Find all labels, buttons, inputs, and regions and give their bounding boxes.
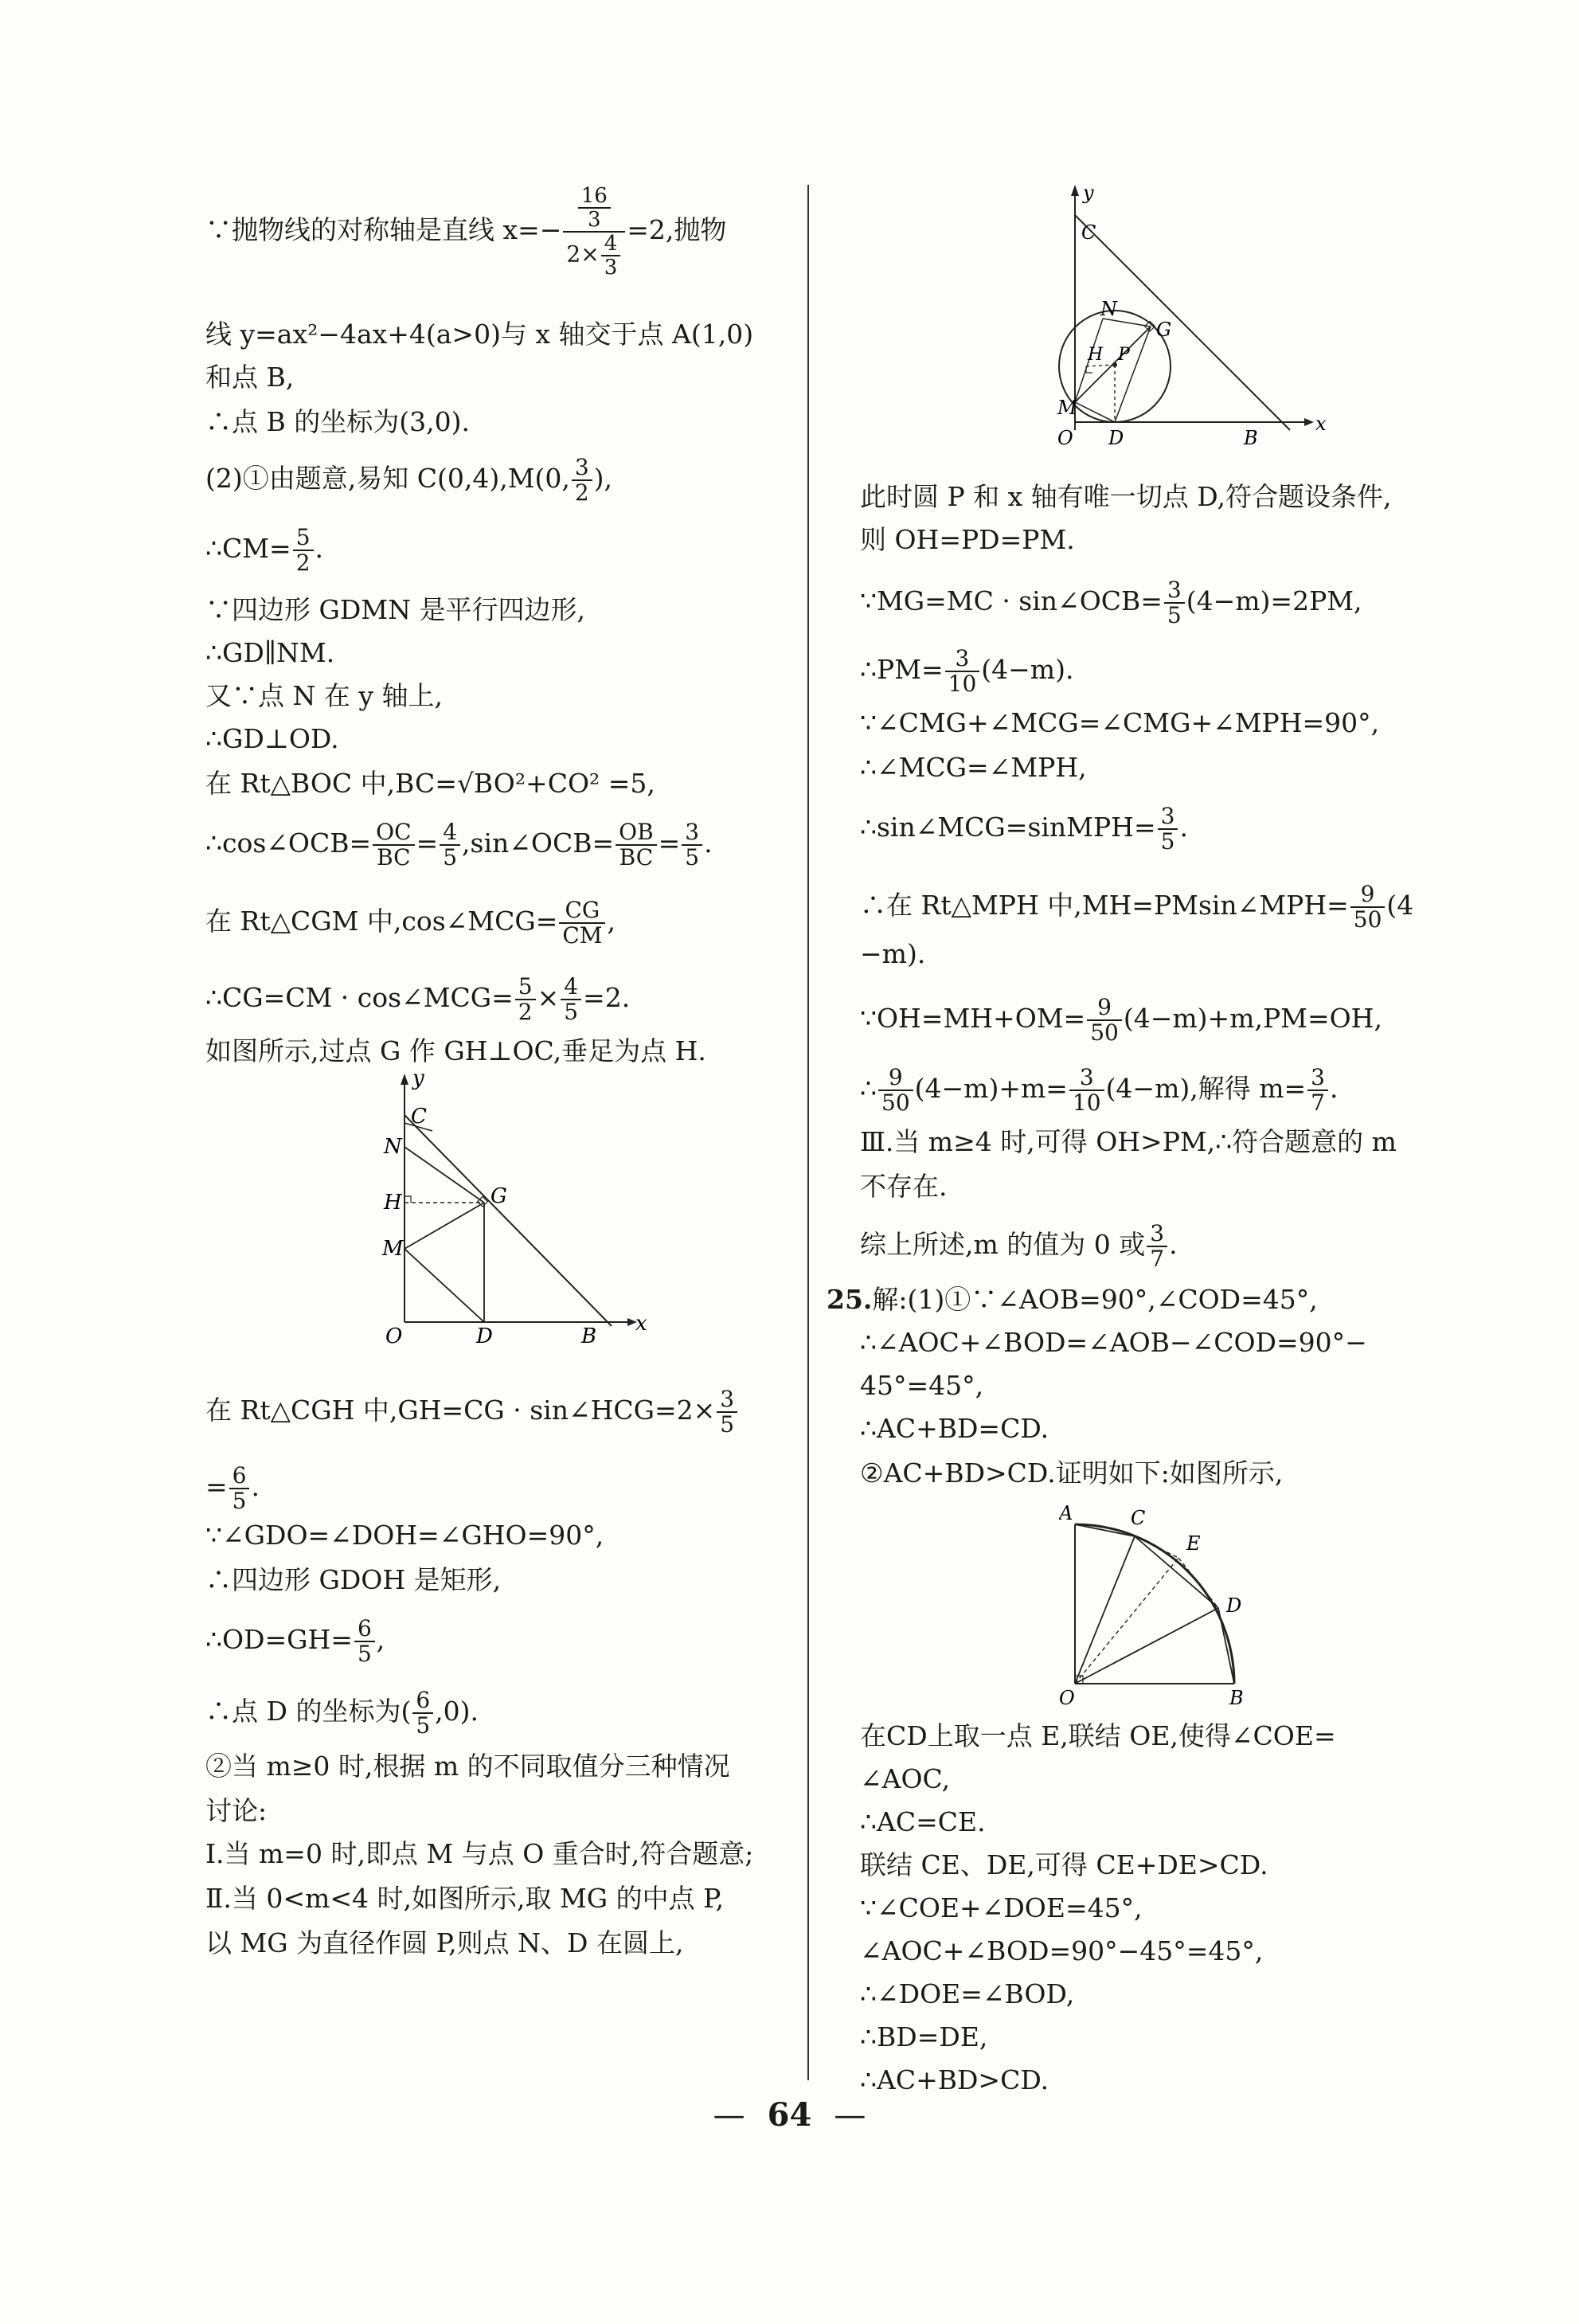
line-5: (2)①由题意,易知 C(0,4),M(0, $\frac{3}{2}$ ), bbox=[205, 454, 613, 506]
fig3-seg-oe bbox=[1075, 1558, 1178, 1684]
fig1-label-d: D bbox=[476, 1324, 493, 1346]
line-symmetry-axis: ∵抛物线的对称轴是直线 x=− $\frac{16}{3}$ 2× $\frac{4}{3}$ =2,抛物 bbox=[205, 184, 727, 280]
fig2-label-g: G bbox=[1156, 319, 1172, 341]
fig2-line-cb bbox=[1075, 215, 1290, 430]
fig3-label-c: C bbox=[1131, 1507, 1146, 1529]
fig1-right-angle-h bbox=[405, 1196, 411, 1203]
right-line-11: ∴ $\frac{9}{50}$ (4−m)+m= $\frac{3}{10}$ (4−m),解得 m= $\frac{3}{7}$ . bbox=[860, 1064, 1339, 1116]
right-line-25: ∠AOC+∠BOD=90°−45°=45°, bbox=[860, 1935, 1264, 1966]
line-13: 在 Rt△CGM 中,cos∠MCG= $\frac{CG}{CM}$ , bbox=[205, 897, 616, 949]
right-line-15: 25.解:(1)①∵∠AOB=90°,∠COD=45°, bbox=[827, 1284, 1318, 1315]
fig3-seg-cd bbox=[1135, 1536, 1218, 1608]
fig1-label-h: H bbox=[384, 1191, 402, 1215]
line-10: ∴GD⊥OD. bbox=[205, 723, 339, 754]
fig2-label-o: O bbox=[1057, 427, 1073, 449]
page-number-dash-left: — bbox=[713, 2097, 745, 2134]
fig3-label-e: E bbox=[1186, 1532, 1201, 1555]
line-8: ∴GD∥NM. bbox=[205, 637, 335, 668]
line-18: ∵∠GDO=∠DOH=∠GHO=90°, bbox=[205, 1520, 604, 1551]
fig1-label-m: M bbox=[382, 1237, 404, 1261]
fig1-label-b: B bbox=[581, 1324, 597, 1346]
right-line-10: ∵OH=MH+OM= $\frac{9}{50}$ (4−m)+m,PM=OH, bbox=[860, 994, 1382, 1046]
right-line-7: ∴sin∠MCG=sinMPH= $\frac{3}{5}$ . bbox=[860, 803, 1188, 855]
right-line-8: ∴在 Rt△MPH 中,MH=PMsin∠MPH= $\frac{9}{50}$ (4 bbox=[860, 881, 1414, 933]
right-line-19: ②AC+BD>CD.证明如下:如图所示, bbox=[860, 1457, 1284, 1489]
page-number-value: 64 bbox=[767, 2096, 812, 2134]
line-15: 如图所示,过点 G 作 GH⊥OC,垂足为点 H. bbox=[205, 1035, 706, 1066]
page-number-dash-right: — bbox=[834, 2097, 866, 2134]
fig1-seg-mg bbox=[405, 1203, 484, 1249]
right-line-16: ∴∠AOC+∠BOD=∠AOB−∠COD=90°− bbox=[860, 1327, 1367, 1358]
fig2-label-p: P bbox=[1118, 345, 1130, 365]
fig2-seg-gd bbox=[1115, 327, 1151, 422]
fig3-arc-ab bbox=[1075, 1524, 1234, 1684]
page-number bbox=[0, 2096, 1579, 2134]
fig2-x-arrow bbox=[1304, 418, 1314, 426]
line-12: ∴cos∠OCB= $\frac{OC}{BC}$ = $\frac{4}{5}$ ,sin∠OCB= $\frac{OB}{BC}$ = $\frac{3}{5}$ . bbox=[205, 819, 713, 871]
right-line-6: ∴∠MCG=∠MPH, bbox=[860, 752, 1087, 783]
fig2-label-y: y bbox=[1083, 183, 1094, 204]
fig3-seg-ed bbox=[1178, 1558, 1218, 1608]
fig2-point-p bbox=[1112, 362, 1117, 367]
line-22: ②当 m≥0 时,根据 m 的不同取值分三种情况 bbox=[205, 1751, 730, 1782]
fig1-line-cb bbox=[405, 1115, 612, 1326]
fig2-label-d: D bbox=[1108, 427, 1124, 449]
fig3-label-d: D bbox=[1226, 1594, 1242, 1617]
line-6: ∴CM= $\frac{5}{2}$ . bbox=[205, 524, 324, 576]
right-line-20: 在CD上取一点 E,联结 OE,使得∠COE= bbox=[860, 1720, 1336, 1751]
right-line-22: ∴AC=CE. bbox=[860, 1806, 986, 1837]
fig1-label-c: C bbox=[411, 1105, 427, 1129]
line-9: 又∵点 N 在 y 轴上, bbox=[205, 680, 443, 711]
right-line-21: ∠AOC, bbox=[860, 1763, 951, 1794]
fig1-seg-md bbox=[405, 1249, 484, 1322]
fig1-label-x: x bbox=[635, 1312, 647, 1336]
fig2-y-arrow bbox=[1071, 185, 1079, 196]
fig3-label-a: A bbox=[1059, 1502, 1073, 1524]
fig2-label-h: H bbox=[1088, 345, 1104, 365]
right-line-17: 45°=45°, bbox=[860, 1370, 984, 1401]
problem-number-25: 25. bbox=[827, 1284, 873, 1315]
line-4: ∴点 B 的坐标为(3,0). bbox=[205, 406, 470, 437]
fig2-label-m: M bbox=[1057, 397, 1077, 419]
line-25: Ⅱ.当 0<m<4 时,如图所示,取 MG 的中点 P, bbox=[205, 1883, 725, 1914]
fig1-label-y: y bbox=[412, 1067, 424, 1090]
right-line-24: ∵∠COE+∠DOE=45°, bbox=[860, 1892, 1143, 1923]
right-line-28: ∴AC+BD>CD. bbox=[860, 2064, 1049, 2095]
fig1-label-o: O bbox=[385, 1324, 403, 1346]
right-line-23: 联结 CE、DE,可得 CE+DE>CD. bbox=[860, 1849, 1268, 1880]
right-column bbox=[827, 0, 1465, 2230]
fig2-label-x: x bbox=[1315, 413, 1327, 435]
right-line-26: ∴∠DOE=∠BOD, bbox=[860, 1978, 1075, 2009]
fig2-label-c: C bbox=[1081, 221, 1096, 244]
fig1-label-n: N bbox=[384, 1135, 402, 1159]
line-7: ∵四边形 GDMN 是平行四边形, bbox=[205, 594, 585, 625]
fig2-label-b: B bbox=[1244, 427, 1258, 449]
right-line-18: ∴AC+BD=CD. bbox=[860, 1413, 1049, 1444]
line-26: 以 MG 为直径作圆 P,则点 N、D 在圆上, bbox=[205, 1927, 684, 1958]
figure-3-diagram bbox=[1059, 1493, 1298, 1708]
right-line-12: Ⅲ.当 m≥4 时,可得 OH>PM,∴符合题意的 m bbox=[860, 1126, 1397, 1157]
line-16: 在 Rt△CGH 中,GH=CG · sin∠HCG=2× $\frac{3}{5}$ bbox=[205, 1387, 739, 1437]
fig2-label-n: N bbox=[1100, 298, 1117, 320]
line-20: ∴OD=GH= $\frac{6}{5}$ , bbox=[205, 1615, 385, 1667]
right-line-3: ∵MG=MC · sin∠OCB= $\frac{3}{5}$ (4−m)=2PM, bbox=[860, 577, 1362, 628]
right-line-9: −m). bbox=[860, 938, 926, 969]
fig3-seg-od bbox=[1075, 1608, 1218, 1684]
fig3-seg-oc bbox=[1075, 1536, 1135, 1684]
right-line-27: ∴BD=DE, bbox=[860, 2021, 988, 2052]
left-column bbox=[205, 0, 811, 2230]
fig1-label-g: G bbox=[491, 1184, 507, 1208]
fig3-label-b: B bbox=[1229, 1687, 1244, 1708]
fig3-seg-db bbox=[1218, 1608, 1234, 1684]
right-line-2: 则 OH=PD=PM. bbox=[860, 524, 1075, 555]
right-line-13: 不存在. bbox=[860, 1171, 948, 1202]
right-line-14: 综上所述,m 的值为 0 或 $\frac{3}{7}$ . bbox=[860, 1220, 1178, 1272]
figure-2-diagram bbox=[1035, 183, 1338, 454]
line-21: ∴点 D 的坐标为( $\frac{6}{5}$ ,0). bbox=[205, 1687, 479, 1739]
right-line-5: ∵∠CMG+∠MCG=∠CMG+∠MPH=90°, bbox=[860, 707, 1380, 738]
line-2: 线 y=ax²−4ax+4(a>0)与 x 轴交于点 A(1,0) bbox=[205, 319, 754, 350]
line-14: ∴CG=CM · cos∠MCG= $\frac{5}{2}$ × $\frac{4}{5}$ =2. bbox=[205, 973, 631, 1025]
line-23: 讨论: bbox=[205, 1795, 268, 1826]
right-line-4: ∴PM= $\frac{3}{10}$ (4−m). bbox=[860, 645, 1074, 697]
right-line-1: 此时圆 P 和 x 轴有唯一切点 D,符合题设条件, bbox=[860, 481, 1392, 512]
fig1-y-arrow bbox=[401, 1074, 408, 1085]
line-24: Ⅰ.当 m=0 时,即点 M 与点 O 重合时,符合题意; bbox=[205, 1838, 754, 1869]
line-3: 和点 B, bbox=[205, 362, 295, 393]
figure-1-diagram bbox=[373, 1067, 659, 1346]
line-11: 在 Rt△BOC 中,BC=√BO²+CO² =5, bbox=[205, 768, 655, 799]
fig3-label-o: O bbox=[1059, 1687, 1075, 1708]
line-17: = $\frac{6}{5}$ . bbox=[205, 1462, 260, 1514]
line-19: ∴四边形 GDOH 是矩形, bbox=[205, 1564, 502, 1595]
